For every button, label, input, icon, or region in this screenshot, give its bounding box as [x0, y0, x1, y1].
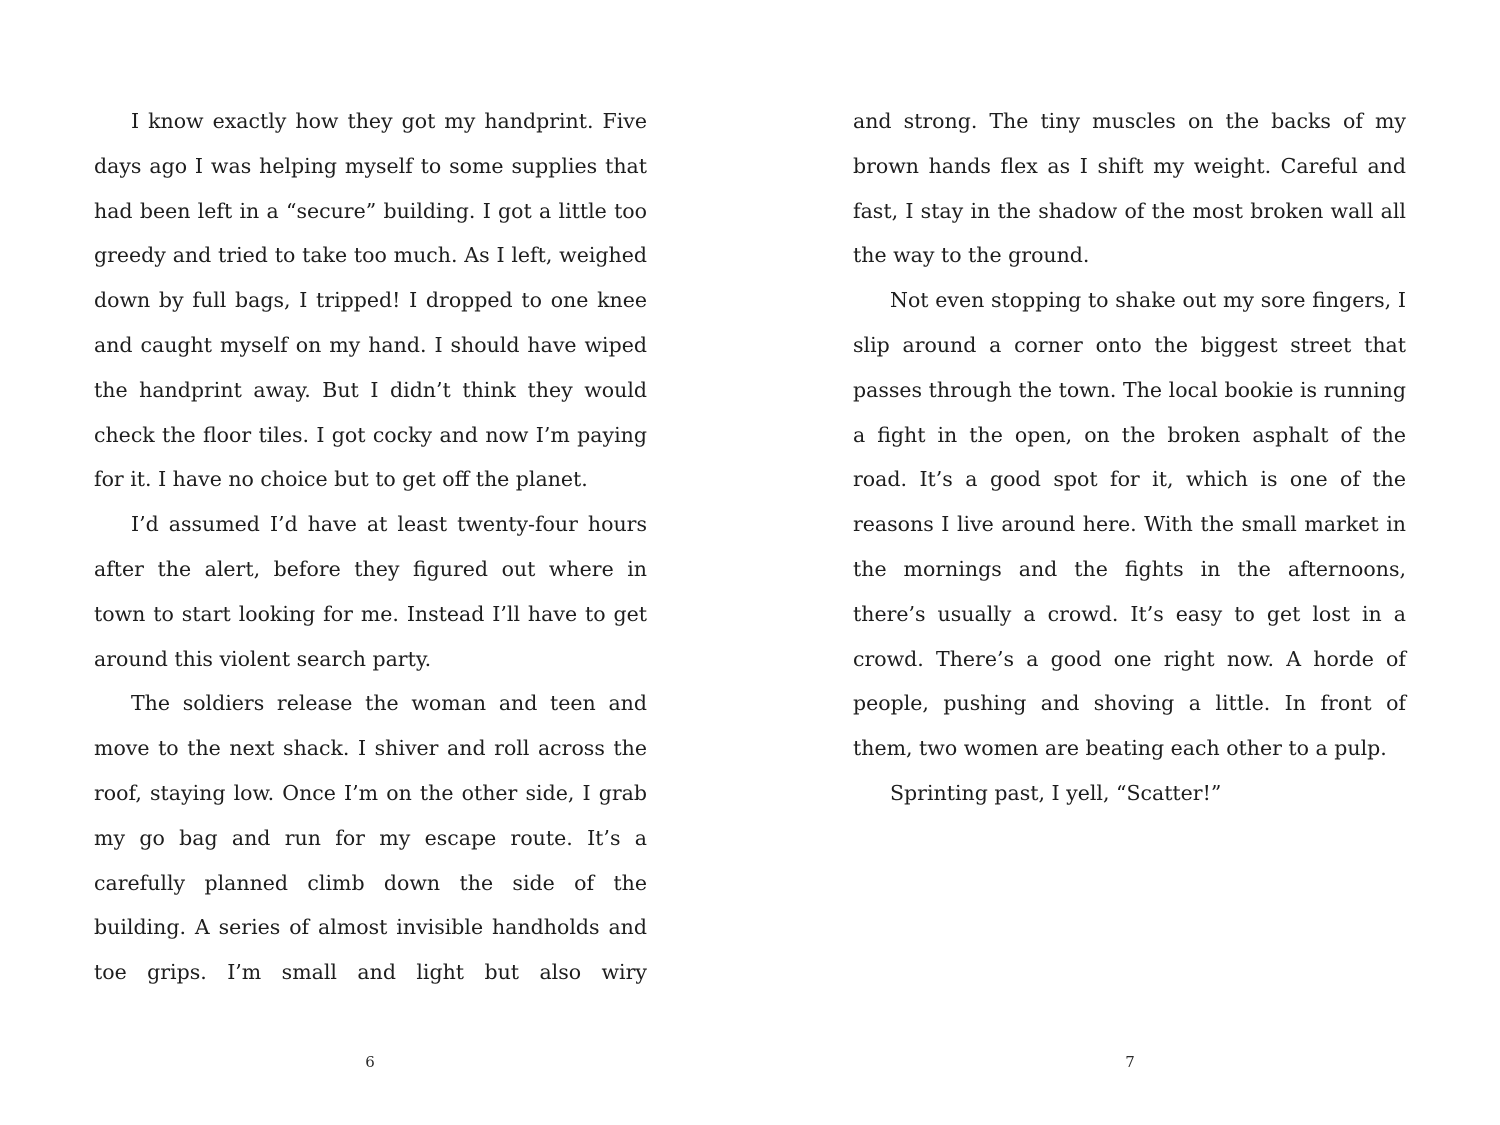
page-number: 7 — [1125, 1053, 1135, 1071]
paragraph: Not even stopping to shake out my sore fingers, I slip around a corner onto the biggest street that passes through the town. The local bookie is running a fight in the open, on the broken asphalt of the road. It’s a good spot for it, which is one of the reasons I live around here. With the small market in the mornings and the fights in the afternoons, there’s usually a crowd. It’s easy to get lost in a crowd. There’s a good one right now. A horde of people, pushing and shoving a little. In front of them, two women are beating each other to a pulp. — [853, 288, 1406, 761]
paragraph: I’d assumed I’d have at least twenty-four hours after the alert, before they figured out where in town to start looking for me. Instead I’ll have to get around this violent search party. — [94, 512, 647, 671]
paragraph: Sprinting past, I yell, “Scatter!” — [890, 780, 1222, 805]
right-page-text — [853, 99, 1406, 816]
paragraph: I know exactly how they got my handprint. Five days ago I was helping myself to some supplies that had been left in a “secure” building. I got a little too greedy and tried to take too much. As I left, weighed down by full bags, I tripped! I dropped to one knee and caught myself on my hand. I should have wiped the handprint away. But I didn’t think they would check the floor tiles. I got cocky and now I’m paying for it. I have no choice but to get off the planet. — [94, 109, 647, 492]
paragraph: and strong. The tiny muscles on the backs of my brown hands flex as I shift my weight. Careful and fast, I stay in the shadow of the most broken wall all the way to the ground. — [853, 109, 1406, 268]
left-page-text — [94, 99, 647, 995]
page-number: 6 — [365, 1053, 375, 1071]
paragraph: The soldiers release the woman and teen and move to the next shack. I shiver and roll across the roof, staying low. Once I’m on the other side, I grab my go bag and run for my escape route. It’s a carefully planned climb down the side of the building. A series of almost invisible handholds and toe grips. I’m small and light but also wiry — [94, 691, 647, 985]
right-page — [750, 0, 1500, 1125]
